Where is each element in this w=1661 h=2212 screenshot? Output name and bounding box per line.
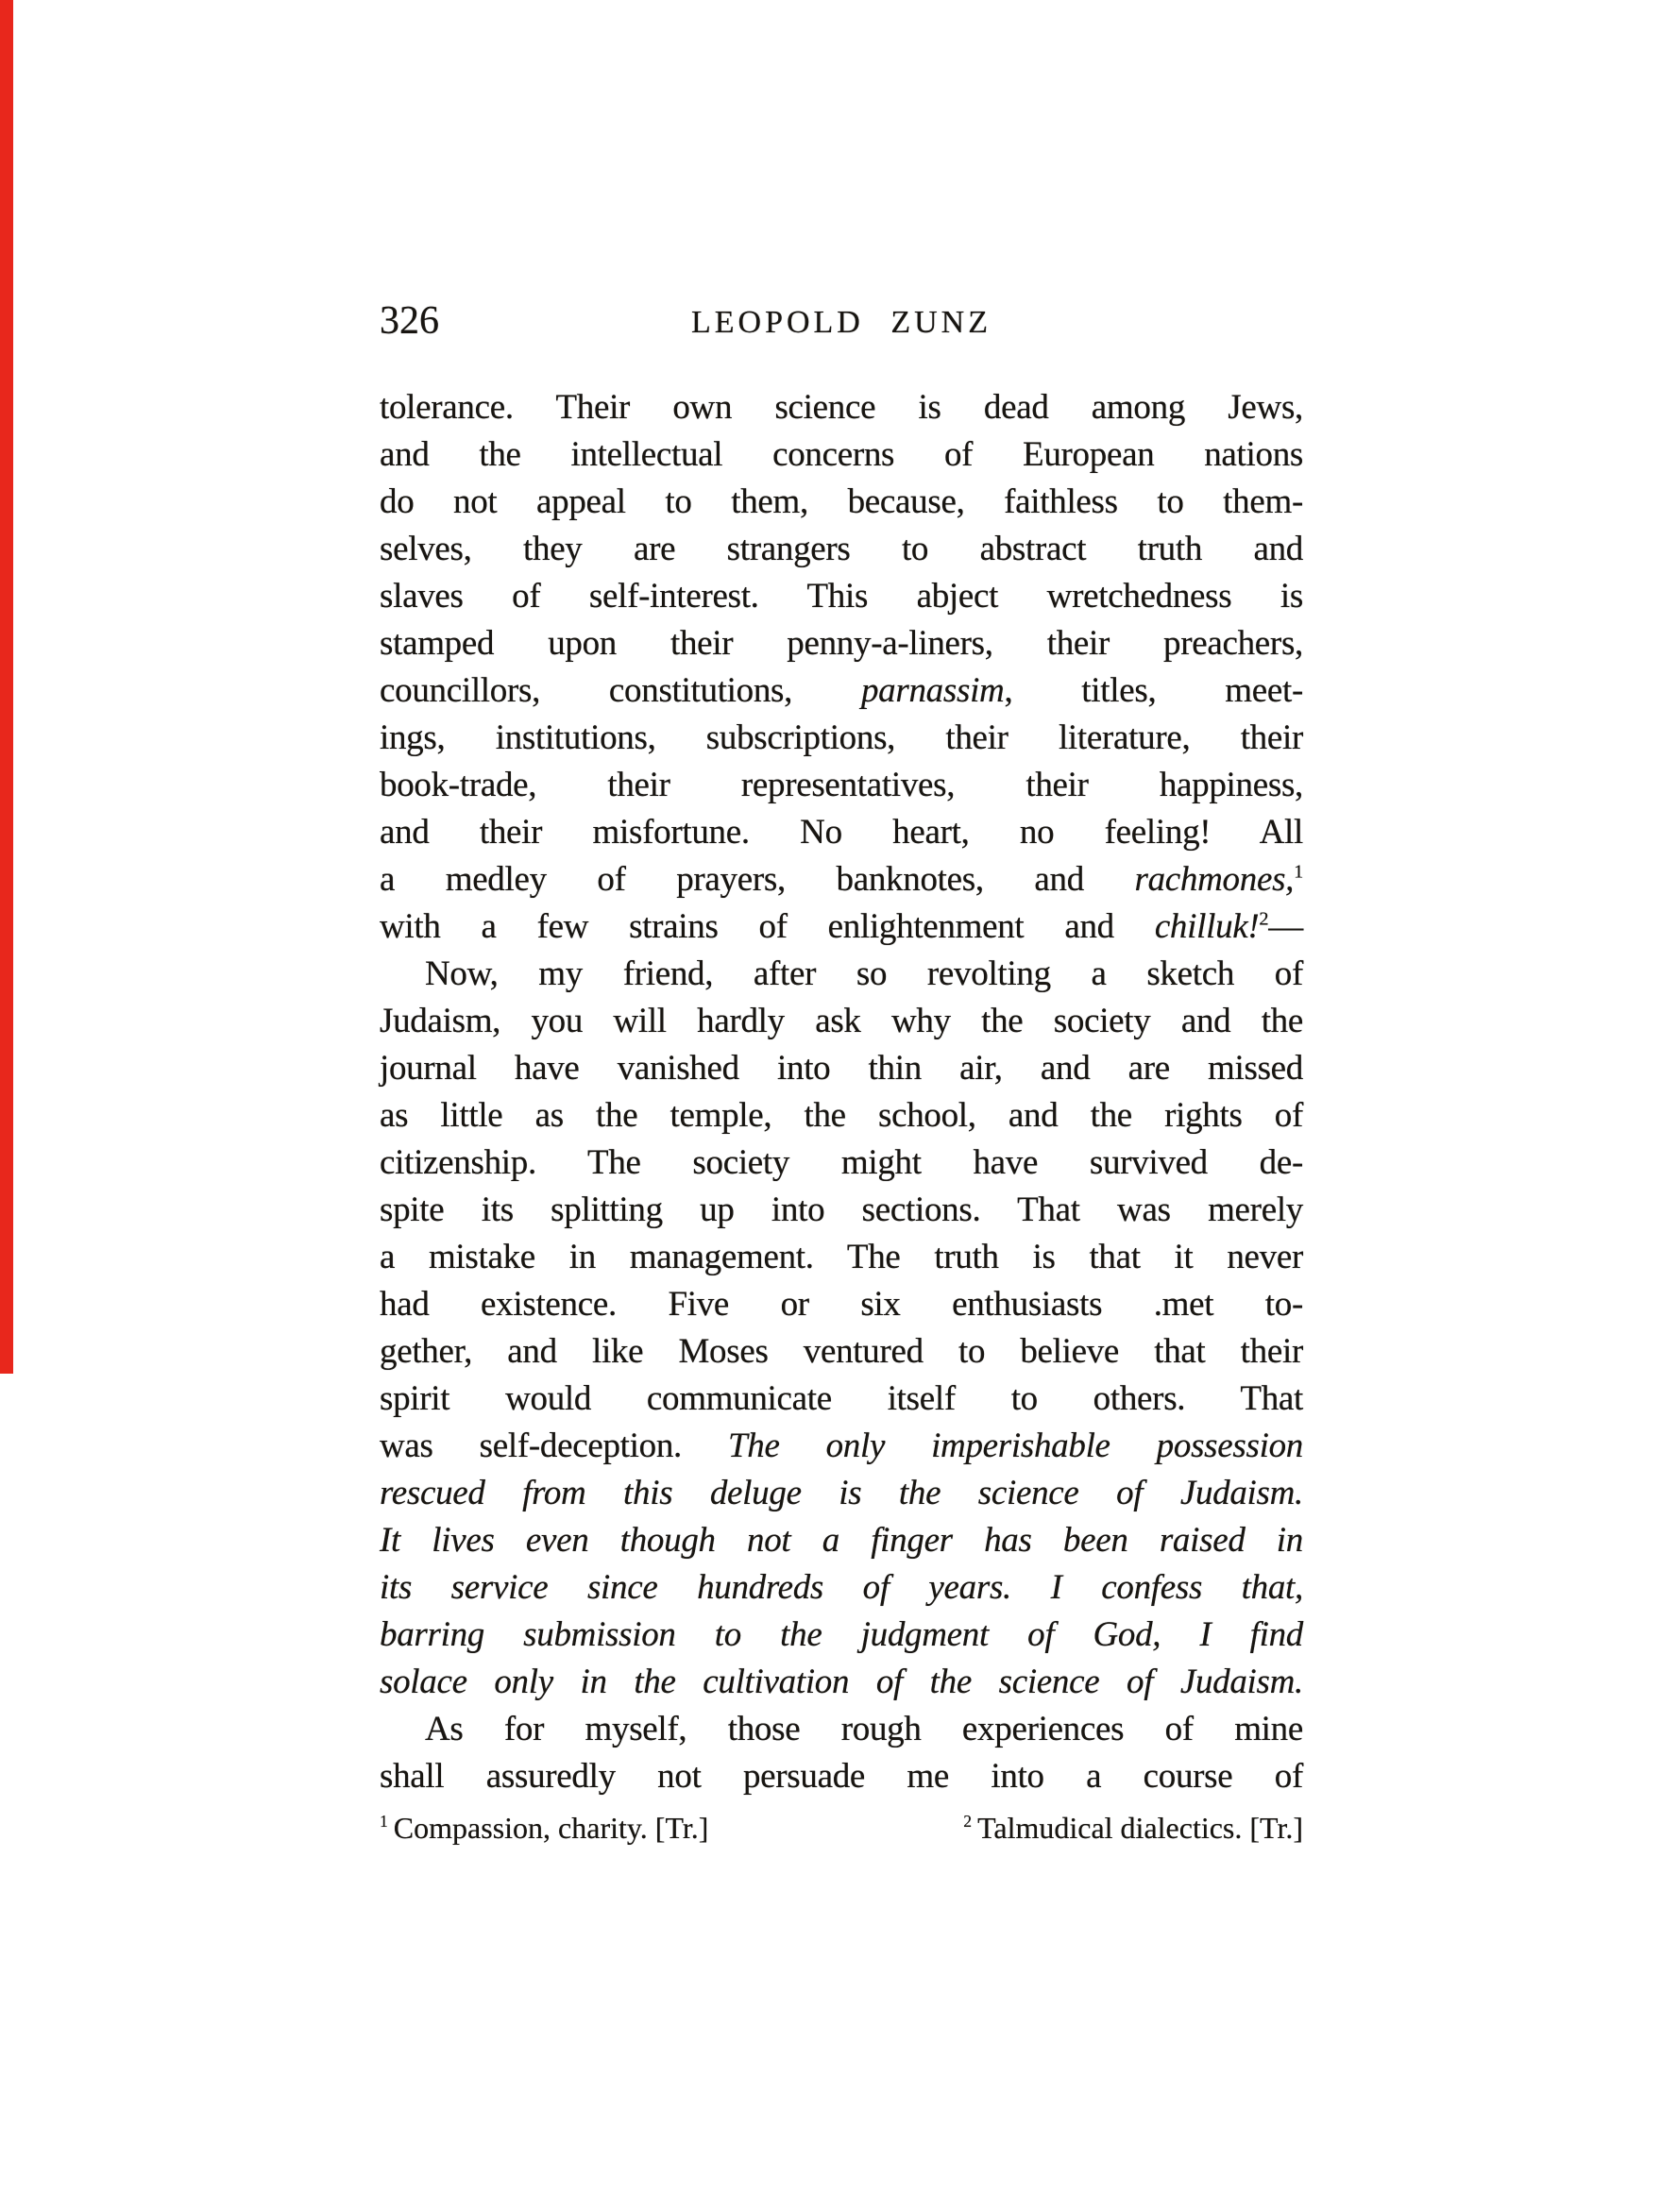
- text-line: [380, 384, 1303, 431]
- text-segment: do not appeal to them, because, faithless to them-: [380, 482, 1303, 521]
- text-line: [380, 1659, 1303, 1706]
- text-segment: journal have vanished into thin air, and are missed: [380, 1049, 1303, 1088]
- text-segment: slaves of self-interest. This abject wretchedness is: [380, 577, 1303, 616]
- text-line: [380, 1470, 1303, 1517]
- text-segment: councillors, constitutions,: [380, 671, 861, 710]
- text-line: [380, 667, 1303, 715]
- text-line: [380, 1706, 1303, 1753]
- text-segment: solace only in the cultivation of the science of Judaism.: [380, 1663, 1303, 1701]
- text-line: [380, 715, 1303, 762]
- footnote-1-marker: 1: [380, 1812, 388, 1832]
- text-segment: its service since hundreds of years. I confess that,: [380, 1568, 1303, 1607]
- text-line: [380, 1187, 1303, 1234]
- footnote-2-text: Talmudical dialectics. [Tr.]: [977, 1811, 1303, 1845]
- text-segment: with a few strains of enlightenment and: [380, 907, 1155, 946]
- text-segment: rescued from this deluge is the science of Judaism.: [380, 1474, 1303, 1512]
- text-segment: was self-deception.: [380, 1427, 728, 1465]
- text-line: [380, 1281, 1303, 1328]
- text-segment: Now, my friend, after so revolting a sketch of: [425, 954, 1303, 993]
- text-line: [380, 526, 1303, 573]
- text-segment: stamped upon their penny-a-liners, their preachers,: [380, 624, 1303, 663]
- text-line: [380, 1753, 1303, 1800]
- text-line: [380, 998, 1303, 1045]
- footnote-2-marker: 2: [963, 1812, 973, 1832]
- text-line: [380, 479, 1303, 526]
- text-segment: had existence. Five or six enthusiasts .met to-: [380, 1285, 1303, 1324]
- text-segment: as little as the temple, the school, and the rights of: [380, 1096, 1303, 1135]
- text-segment: spite its splitting up into sections. That was merely: [380, 1190, 1303, 1229]
- text-segment: rachmones,: [1134, 860, 1295, 899]
- text-line: [380, 856, 1303, 903]
- red-scan-edge-bar: [0, 0, 13, 1374]
- text-line: [380, 903, 1303, 951]
- text-line: [380, 1234, 1303, 1281]
- text-line: [380, 1376, 1303, 1423]
- text-segment: 2: [1259, 908, 1269, 930]
- text-segment: chilluk!: [1154, 907, 1260, 946]
- text-segment: Judaism, you will hardly ask why the society and the: [380, 1002, 1303, 1040]
- text-line: [380, 951, 1303, 998]
- text-line: [380, 573, 1303, 620]
- text-segment: and the intellectual concerns of European nations: [380, 435, 1303, 474]
- text-segment: shall assuredly not persuade me into a course of: [380, 1757, 1303, 1796]
- text-segment: gether, and like Moses ventured to believe that their: [380, 1332, 1303, 1371]
- page-header: [380, 296, 1303, 349]
- text-line: [380, 1612, 1303, 1659]
- text-line: [380, 1328, 1303, 1376]
- footnote-1-text: Compassion, charity. [Tr.]: [393, 1811, 709, 1845]
- text-segment: book-trade, their representatives, their happiness,: [380, 766, 1303, 804]
- text-segment: The only imperishable possession: [727, 1427, 1303, 1465]
- text-segment: a medley of prayers, banknotes, and: [380, 860, 1135, 899]
- text-segment: As for myself, those rough experiences of mine: [425, 1710, 1303, 1748]
- text-line: [380, 762, 1303, 809]
- footnote-2: [963, 1809, 1303, 1847]
- text-segment: 1: [1294, 861, 1303, 883]
- text-segment: spirit would communicate itself to others. That: [380, 1379, 1303, 1418]
- text-segment: ings, institutions, subscriptions, their literature, their: [380, 718, 1303, 757]
- text-line: [380, 809, 1303, 856]
- text-segment: , titles, meet-: [1004, 671, 1304, 710]
- text-segment: selves, they are strangers to abstract truth and: [380, 530, 1303, 568]
- text-line: [380, 1140, 1303, 1187]
- footnote-row: [380, 1809, 1303, 1847]
- text-segment: parnassim: [860, 671, 1005, 710]
- text-segment: tolerance. Their own science is dead among Jews,: [380, 388, 1303, 427]
- page-number: 326: [380, 299, 439, 343]
- footnote-1: [380, 1809, 708, 1847]
- text-line: [380, 1092, 1303, 1140]
- text-segment: It lives even though not a finger has been raised in: [380, 1521, 1303, 1560]
- text-segment: —: [1268, 907, 1303, 946]
- text-line: [380, 1517, 1303, 1564]
- text-segment: and their misfortune. No heart, no feeling! All: [380, 813, 1303, 852]
- running-title: LEOPOLD ZUNZ: [690, 305, 992, 340]
- text-segment: citizenship. The society might have survived de-: [380, 1143, 1303, 1182]
- body-text: [380, 384, 1303, 1800]
- text-line: [380, 1423, 1303, 1470]
- text-segment: barring submission to the judgment of God, I find: [380, 1615, 1303, 1654]
- text-segment: a mistake in management. The truth is that it never: [380, 1238, 1303, 1276]
- text-line: [380, 1564, 1303, 1612]
- text-line: [380, 620, 1303, 667]
- text-line: [380, 431, 1303, 479]
- text-line: [380, 1045, 1303, 1092]
